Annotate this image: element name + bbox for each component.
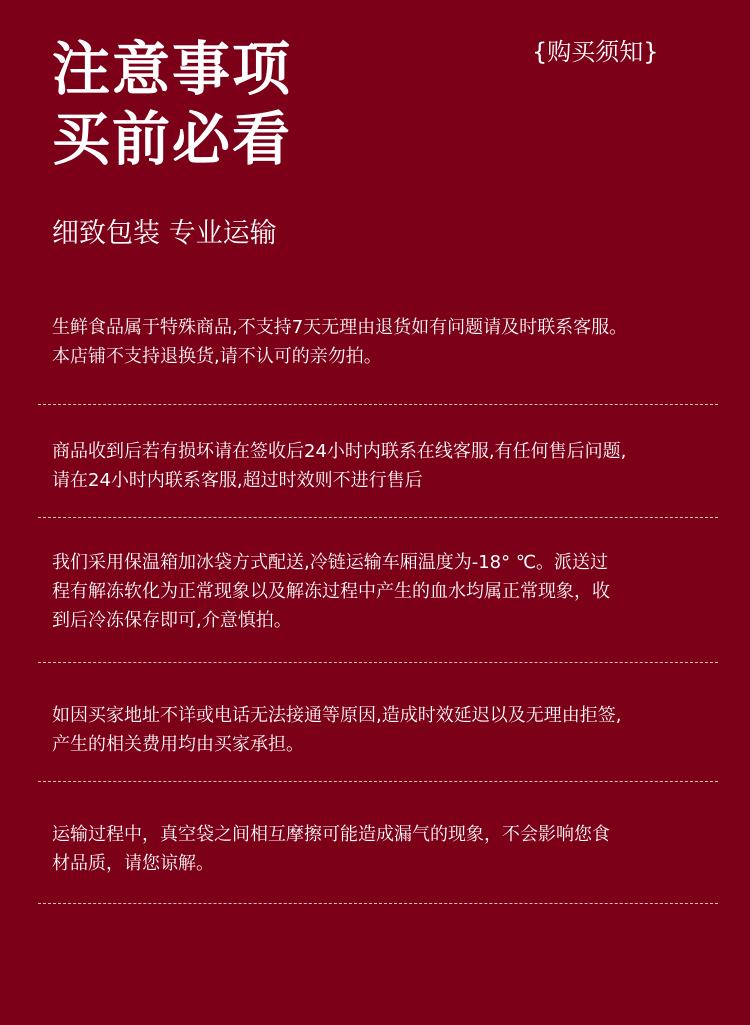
dashed-divider [38, 781, 718, 782]
notice-line: 商品收到后若有损坏请在签收后24小时内联系在线客服,有任何售后问题, [52, 441, 627, 462]
notice-line: 本店铺不支持退换货,请不认可的亲勿拍。 [52, 346, 382, 367]
notice-block-4 [52, 701, 712, 759]
notice-line: 程有解冻软化为正常现象以及解冻过程中产生的血水均属正常现象，收 [52, 581, 610, 602]
notice-block-5 [52, 820, 712, 878]
page-title [52, 34, 292, 174]
notice-line: 如因买家地址不详或电话无法接通等原因,造成时效延迟以及无理由拒签, [52, 705, 622, 726]
subtitle: 细致包装 专业运输 [52, 218, 277, 249]
dashed-divider [38, 903, 718, 904]
purchase-notice-tag: {购买须知} [532, 38, 659, 66]
notice-line: 生鲜食品属于特殊商品,不支持7天无理由退货如有问题请及时联系客服。 [52, 317, 628, 338]
dashed-divider [38, 662, 718, 663]
notice-line: 运输过程中，真空袋之间相互摩擦可能造成漏气的现象，不会影响您食 [52, 824, 610, 845]
dashed-divider [38, 404, 718, 405]
dashed-divider [38, 517, 718, 518]
title-line-2: 买前必看 [52, 105, 293, 173]
notice-block-2 [52, 437, 712, 495]
notice-line: 我们采用保温箱加冰袋方式配送,冷链运输车厢温度为-18° ℃。派送过 [52, 552, 609, 573]
notice-block-1 [52, 313, 712, 371]
notice-line: 请在24小时内联系客服,超过时效则不进行售后 [52, 470, 423, 491]
notice-line: 材品质，请您谅解。 [52, 853, 214, 874]
notice-block-3 [52, 548, 712, 635]
title-line-1: 注意事项 [52, 35, 293, 103]
notice-line: 产生的相关费用均由买家承担。 [52, 734, 304, 755]
notice-line: 到后冷冻保存即可,介意慎拍。 [52, 610, 292, 631]
